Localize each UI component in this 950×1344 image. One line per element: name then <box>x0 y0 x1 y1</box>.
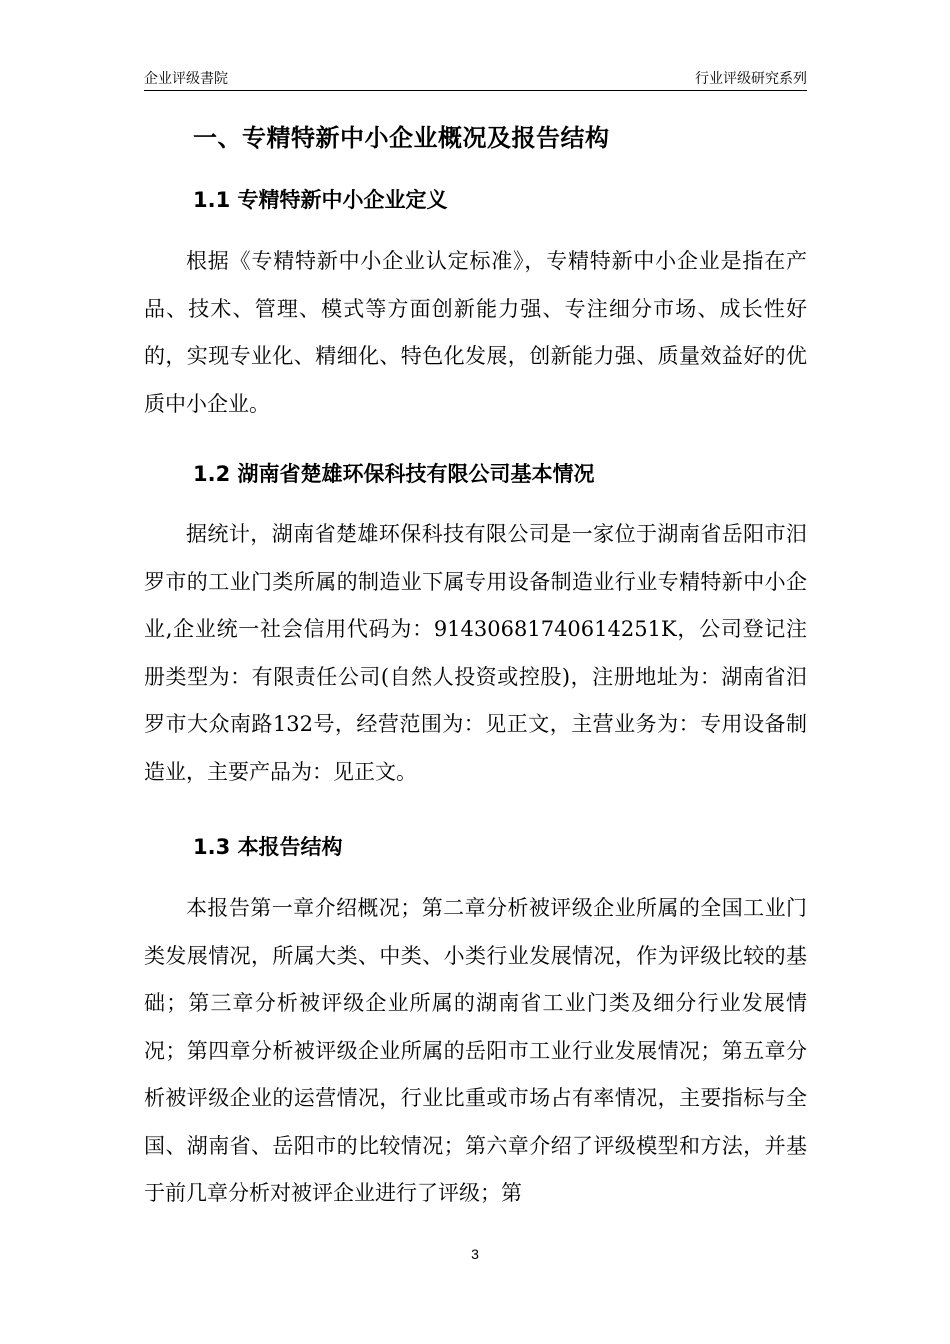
section-title-1-3: 1.3 本报告结构 <box>193 835 343 859</box>
chapter-title: 一、专精特新中小企业概况及报告结构 <box>193 124 610 152</box>
page-number: 3 <box>471 1246 479 1262</box>
section-title-1-1: 1.1 专精特新中小企业定义 <box>193 188 448 212</box>
section-paragraph-1-2: 据统计，湖南省楚雄环保科技有限公司是一家位于湖南省岳阳市汨罗市的工业门类所属的制造业下属专用设备制造业行业专精特新中小企业,企业统一社会信用代码为：91430681740614251K，公司登记注册类型为：有限责任公司(自然人投资或控股)，注册地址为：湖南省汨罗市大众南路132号，经营范围为：见正文，主营业务为：专用设备制造业，主要产品为：见正文。 <box>144 522 807 784</box>
section-paragraph-1-1: 根据《专精特新中小企业认定标准》，专精特新中小企业是指在产品、技术、管理、模式等方面创新能力强、专注细分市场、成长性好的，实现专业化、精细化、特色化发展，创新能力强、质量效益好的优质中小企业。 <box>144 249 807 416</box>
header-publisher: 企业评级書院 <box>144 71 228 87</box>
header-series: 行业评级研究系列 <box>695 71 807 87</box>
page-header <box>144 66 807 91</box>
section-paragraph-1-3: 本报告第一章介绍概况；第二章分析被评级企业所属的全国工业门类发展情况，所属大类、中类、小类行业发展情况，作为评级比较的基础；第三章分析被评级企业所属的湖南省工业门类及细分行业发展情况；第四章分析被评级企业所属的岳阳市工业行业发展情况；第五章分析被评级企业的运营情况，行业比重或市场占有率情况，主要指标与全国、湖南省、岳阳市的比较情况；第六章介绍了评级模型和方法，并基于前几章分析对被评企业进行了评级；第 <box>144 896 807 1205</box>
section-title-1-2: 1.2 湖南省楚雄环保科技有限公司基本情况 <box>193 462 595 486</box>
